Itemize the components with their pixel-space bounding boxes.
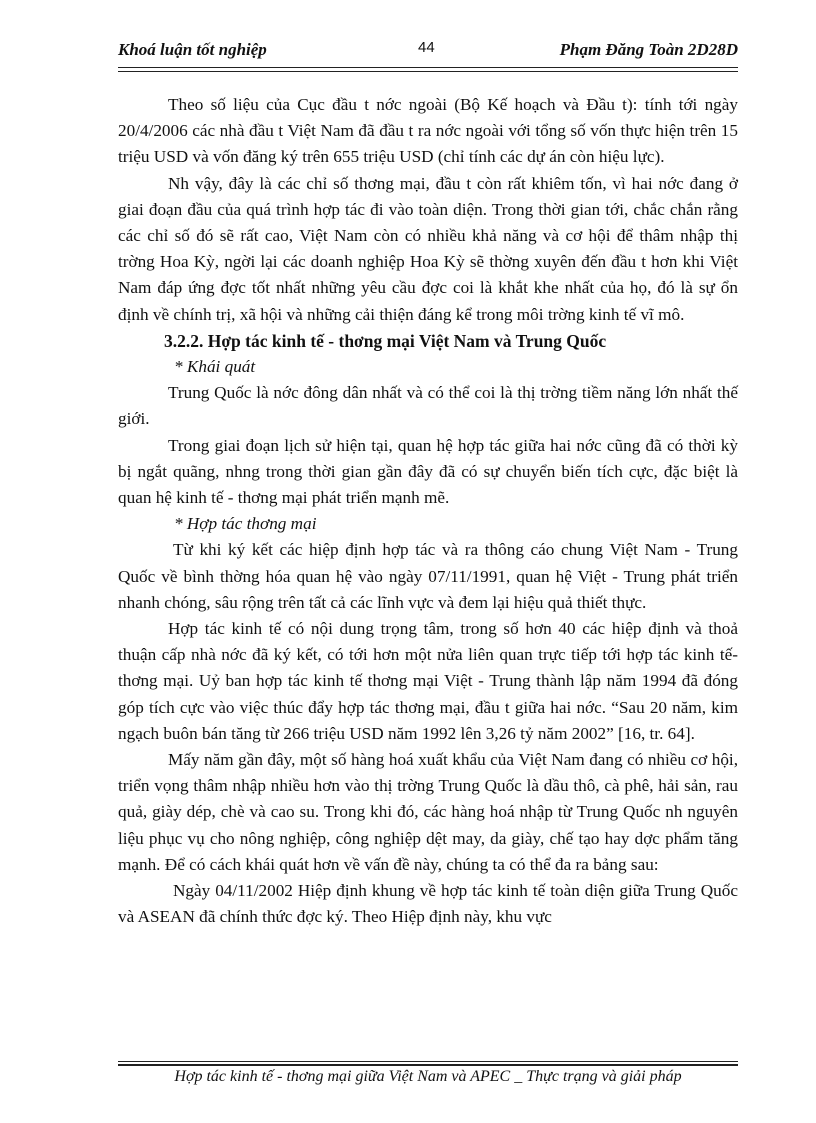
paragraph-1: Theo số liệu của Cục đầu t nớc ngoài (Bộ Kế hoạch và Đầu t): tính tới ngày 20/4/2006 các nhà đầu t Việt Nam đã đầu t ra nớc ngoài với tổng số vốn thực hiện trên 15 triệu USD và vốn đăng ký trên 655 triệu USD (chỉ tính các dự án còn hiệu lực).: [118, 95, 738, 167]
header-rule-thin: [118, 71, 738, 72]
page-footer: Hợp tác kinh tế - thơng mại giữa Việt Nam và APEC _ Thực trạng và giải pháp: [174, 1068, 682, 1085]
footer-rule: [118, 1064, 738, 1066]
header-thesis-title: Khoá luận tốt nghiệp: [118, 40, 267, 59]
paragraph-5: Từ khi ký kết các hiệp định hợp tác và ra thông cáo chung Việt Nam - Trung Quốc về bình thờng hóa quan hệ vào ngày 07/11/1991, quan hệ Việt - Trung phát triển nhanh chóng, sâu rộng trên tất cả các lĩnh vực và đem lại hiệu quả thiết thực.: [118, 540, 738, 612]
page-number: 44: [418, 39, 435, 56]
header-author: Phạm Đăng Toàn 2D28D: [559, 40, 738, 59]
paragraph-6: Hợp tác kinh tế có nội dung trọng tâm, trong số hơn 40 các hiệp định và thoả thuận cấp nhà nớc đã ký kết, có tới hơn một nửa liên quan trực tiếp tới hợp tác kinh tế- thơng mại. Uỷ ban hợp tác kinh tế thơng mại Việt - Trung thành lập năm 1994 đã đóng góp tích cực vào việc thúc đẩy hợp tác thơng mại, đầu t giữa hai nớc. “Sau 20 năm, kim ngạch buôn bán tăng từ 266 triệu USD năm 1992 lên 3,26 tỷ năm 2002” [16, tr. 64].: [118, 619, 738, 743]
section-heading: 3.2.2. Hợp tác kinh tế - thơng mại Việt Nam và Trung Quốc: [164, 330, 607, 351]
subheading-trade: * Hợp tác thơng mại: [174, 514, 317, 534]
footer-rule-thin: [118, 1061, 738, 1062]
page-header: [118, 36, 738, 66]
header-rule: [118, 67, 738, 68]
paragraph-3: Trung Quốc là nớc đông dân nhất và có thể coi là thị trờng tiềm năng lớn nhất thế giới.: [118, 383, 738, 429]
subheading-overview: * Khái quát: [174, 357, 256, 377]
paragraph-7: Mấy năm gần đây, một số hàng hoá xuất khẩu của Việt Nam đang có nhiều cơ hội, triển vọng thâm nhập nhiều hơn vào thị trờng Trung Quốc là dầu thô, cà phê, hải sản, rau quả, giày dép, chè và cao su. Trong khi đó, các hàng hoá nhập từ Trung Quốc nh nguyên liệu phục vụ cho nông nghiệp, công nghiệp dệt may, da giày, chế tạo hay dợc phẩm tăng mạnh. Để có cách khái quát hơn về vấn đề này, chúng ta có thể đa ra bảng sau:: [118, 750, 738, 874]
paragraph-2: Nh vậy, đây là các chỉ số thơng mại, đầu t còn rất khiêm tốn, vì hai nớc đang ở giai đoạn đầu của quá trình hợp tác đi vào toàn diện. Trong thời gian tới, chắc chắn rằng các chỉ số đó sẽ rất cao, Việt Nam còn có nhiều khả năng và cơ hội để thâm nhập thị trờng Hoa Kỳ, ngời lại các doanh nghiệp Hoa Kỳ sẽ thờng xuyên đến đầu t hơn khi Việt Nam đáp ứng đợc tốt nhất những yêu cầu đợc coi là khắt khe nhất của họ, đó là sự ổn định về chính trị, xã hội và những cải thiện đáng kể trong môi trờng kinh tế vĩ mô.: [118, 173, 738, 324]
page-body: [118, 92, 738, 931]
paragraph-4: Trong giai đoạn lịch sử hiện tại, quan hệ hợp tác giữa hai nớc cũng đã có thời kỳ bị ngắt quãng, nhng trong thời gian gần đây đã có sự chuyển biến tích cực, đặc biệt là quan hệ kinh tế - thơng mại phát triển mạnh mẽ.: [118, 435, 738, 508]
paragraph-8: Ngày 04/11/2002 Hiệp định khung về hợp tác kinh tế toàn diện giữa Trung Quốc và ASEAN đã chính thức đợc ký. Theo Hiệp định này, khu vực: [118, 881, 738, 927]
